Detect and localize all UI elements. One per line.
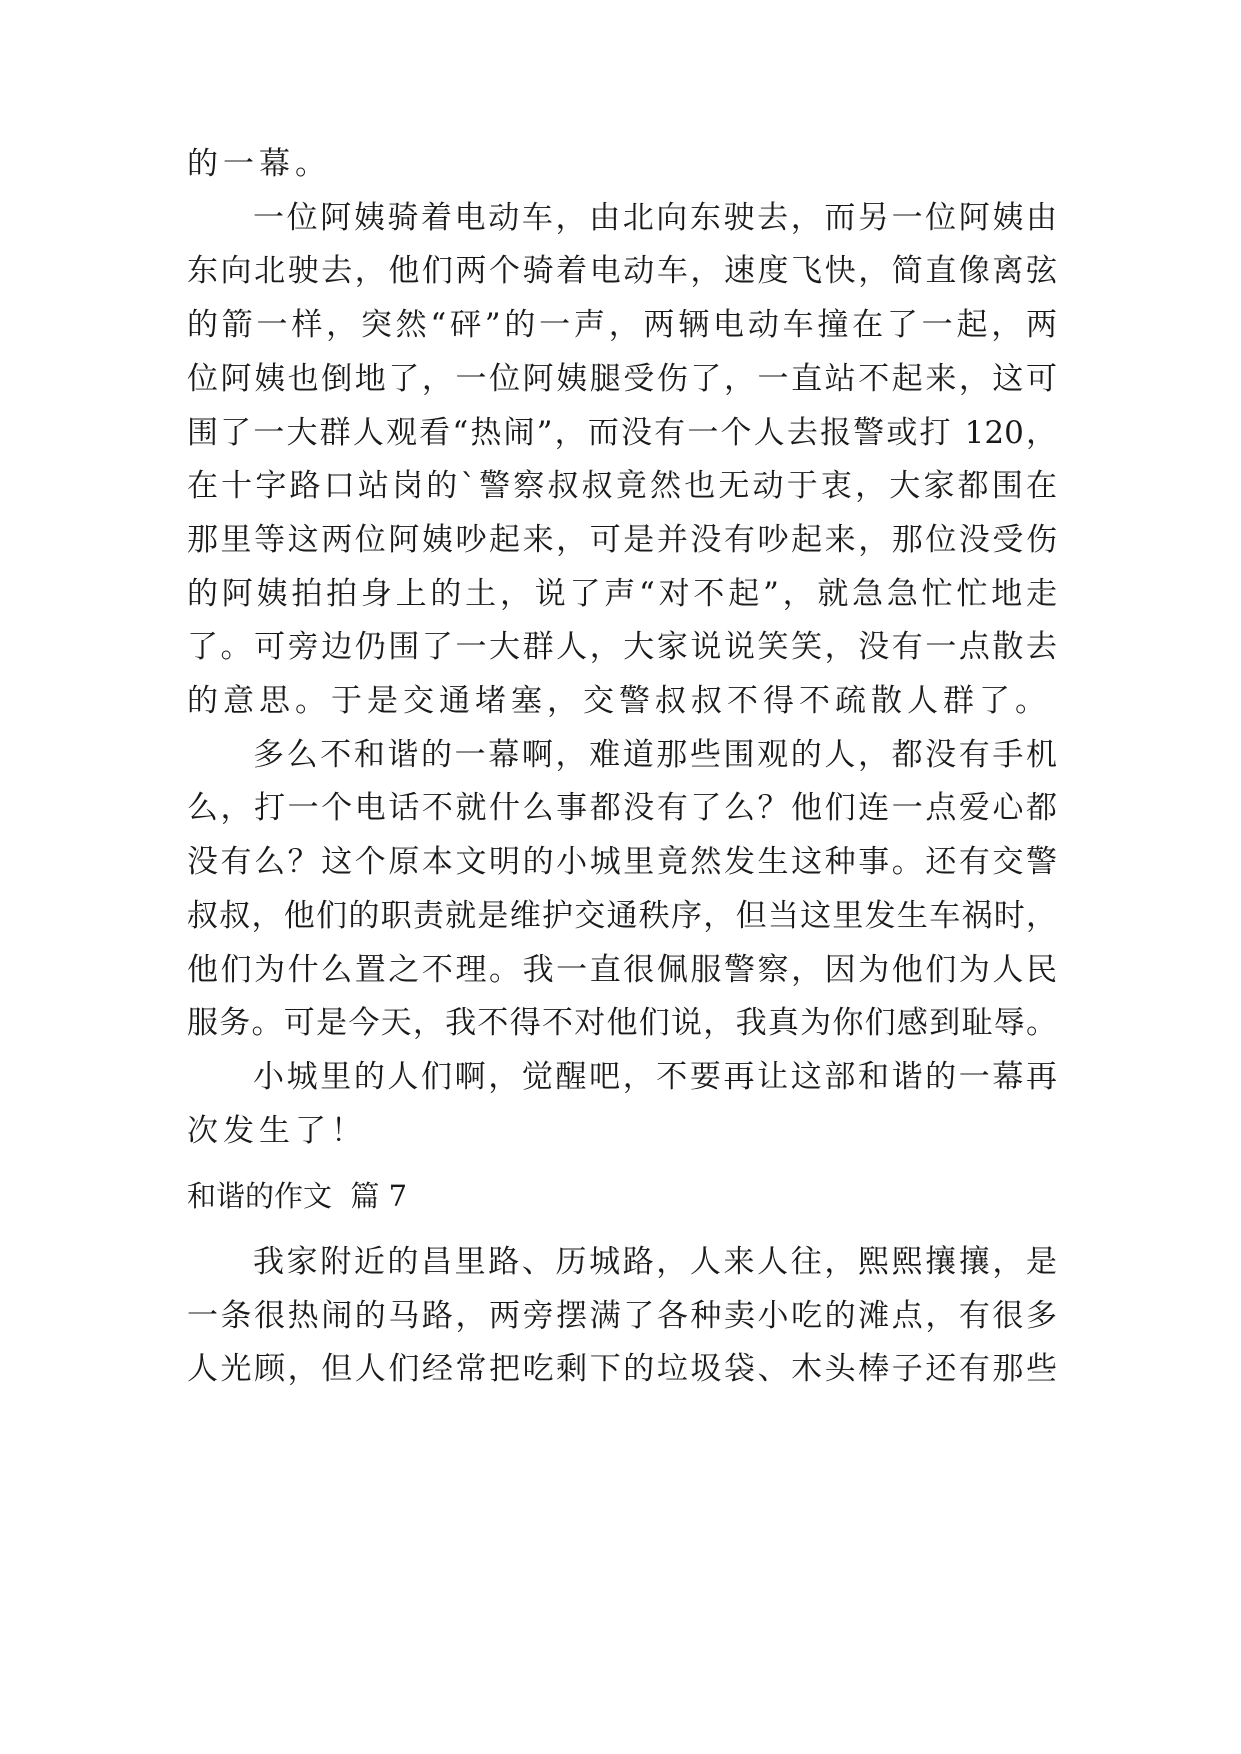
text-line: 一条很热闹的马路，两旁摆满了各种卖小吃的滩点，有很多 xyxy=(187,1297,1057,1334)
text-line: 的阿姨拍拍身上的土，说了声“对不起”，就急急忙忙地走 xyxy=(187,575,1057,612)
text-line: 没有么？这个原本文明的小城里竟然发生这种事。还有交警 xyxy=(187,844,1057,881)
text-line: 小城里的人们啊，觉醒吧，不要再让这部和谐的一幕再 xyxy=(253,1058,1057,1095)
text-line: 么，打一个电话不就什么事都没有了么？他们连一点爱心都 xyxy=(187,790,1057,827)
text-line: 一位阿姨骑着电动车，由北向东驶去，而另一位阿姨由 xyxy=(253,199,1057,236)
text-line: 叔叔，他们的职责就是维护交通秩序，但当这里发生车祸时， xyxy=(187,897,1057,934)
text-line: 多么不和谐的一幕啊，难道那些围观的人，都没有手机 xyxy=(253,736,1057,773)
text-line: 围了一大群人观看“热闹”，而没有一个人去报警或打 120， xyxy=(187,414,1057,451)
text-line: 他们为什么置之不理。我一直很佩服警察，因为他们为人民 xyxy=(187,951,1057,988)
text-line: 我家附近的昌里路、历城路，人来人往，熙熙攘攘，是 xyxy=(253,1244,1057,1280)
text-line: 了。可旁边仍围了一大群人，大家说说笑笑，没有一点散去 xyxy=(187,629,1057,666)
text-line: 人光顾，但人们经常把吃剩下的垃圾袋、木头棒子还有那些 xyxy=(187,1351,1057,1388)
text-line: 东向北驶去，他们两个骑着电动车，速度飞快，简直像离弦 xyxy=(187,253,1057,290)
text-line: 的意思。于是交通堵塞，交警叔叔不得不疏散人群了。 xyxy=(187,683,1051,719)
text-line: 那里等这两位阿姨吵起来，可是并没有吵起来，那位没受伤 xyxy=(187,521,1057,558)
section-heading: 和谐的作文 篇 7 xyxy=(187,1179,408,1213)
text-line: 服务。可是今天，我不得不对他们说，我真为你们感到耻辱。 xyxy=(187,1005,1057,1042)
text-line: 位阿姨也倒地了，一位阿姨腿受伤了，一直站不起来，这可 xyxy=(187,360,1057,397)
text-line: 在十字路口站岗的`警察叔叔竟然也无动于衷，大家都围在 xyxy=(187,468,1057,505)
text-line: 次发生了！ xyxy=(187,1112,367,1149)
text-line: 的箭一样，突然“砰”的一声，两辆电动车撞在了一起，两 xyxy=(187,307,1057,344)
text-line: 的一幕。 xyxy=(187,146,331,182)
